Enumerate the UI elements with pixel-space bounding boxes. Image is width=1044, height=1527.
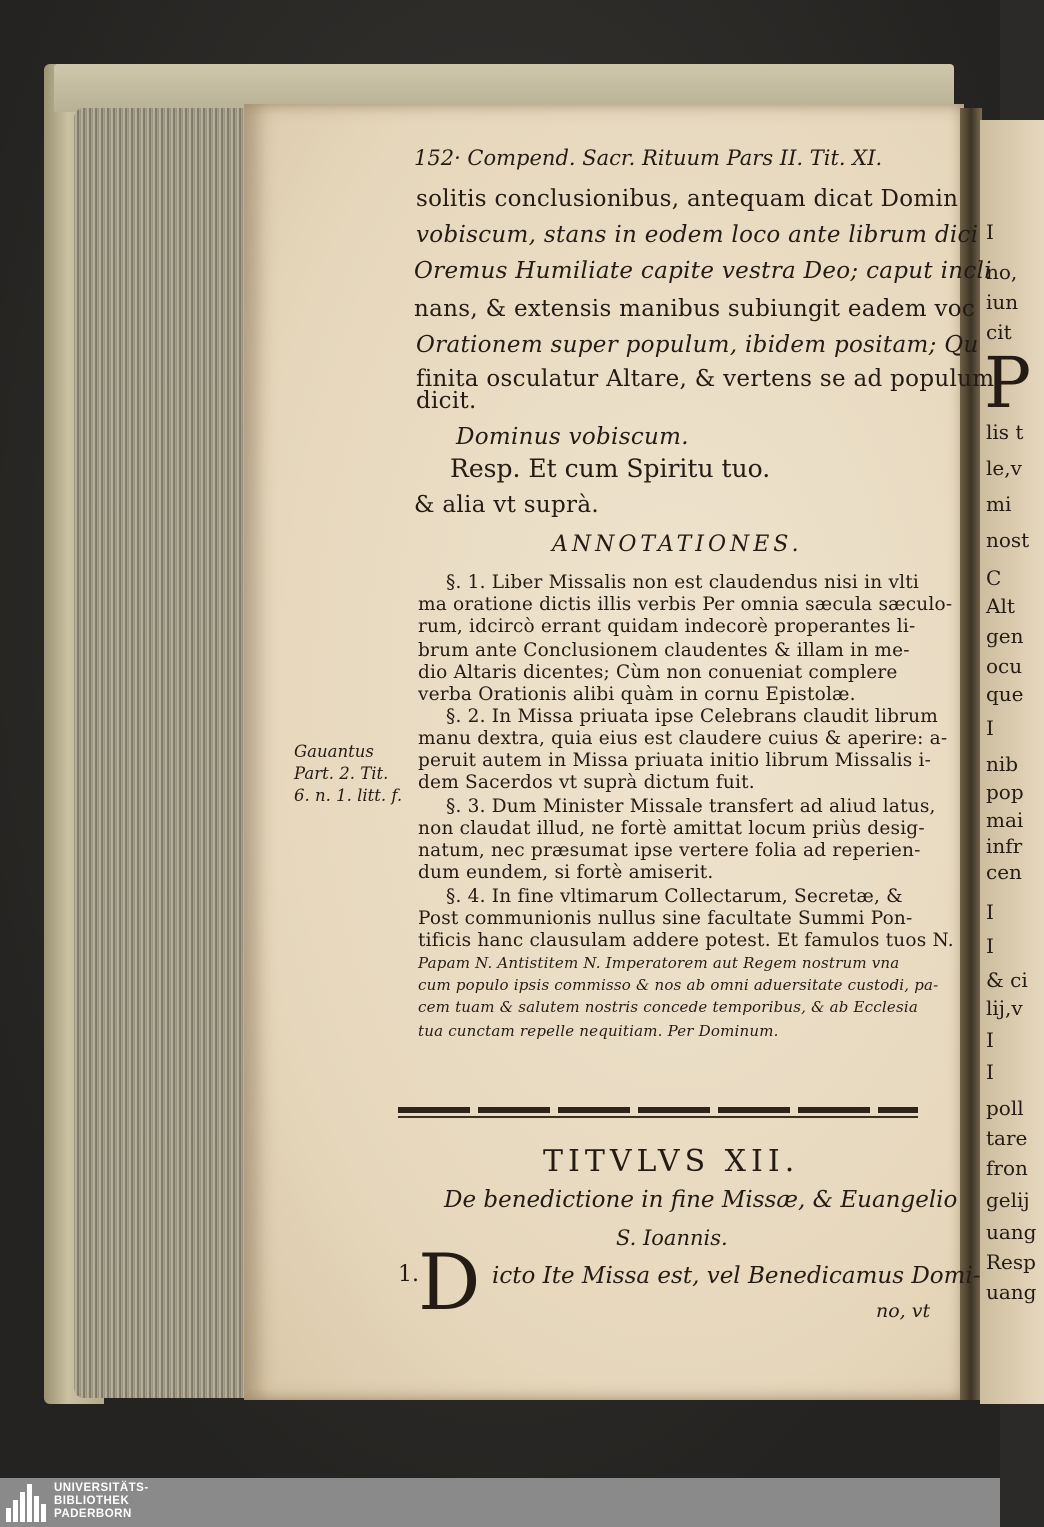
final-line: icto Ite Missa est, vel Benedicamus Domi- [492, 1263, 981, 1289]
annotation-line: §. 4. In fine vltimarum Collectarum, Secretæ, & [446, 886, 903, 907]
response: Resp. Et cum Spiritu tuo. [450, 454, 771, 483]
library-name-line: UNIVERSITÄTS- [54, 1482, 149, 1494]
annotation-line: §. 3. Dum Minister Missale transfert ad aliud latus, [446, 796, 936, 817]
body-line: finita osculatur Altare, & vertens se ad populum [416, 366, 995, 392]
body-line: solitis conclusionibus, antequam dicat Domin [416, 186, 959, 212]
right-page-text-fragment: gelij [986, 1188, 1030, 1212]
annotation-line: manu dextra, quia eius est claudere cuius & aperire: a- [418, 728, 948, 749]
annotation-line: brum ante Conclusionem claudentes & illam in me- [418, 640, 910, 661]
library-name-line: BIBLIOTHEK [54, 1495, 130, 1507]
right-page-text-fragment: tare [986, 1126, 1028, 1150]
right-page-text-fragment: I [986, 1060, 994, 1084]
right-page-text-fragment: & ci [986, 968, 1028, 992]
right-page-text-fragment: pop [986, 780, 1024, 804]
right-page-text-fragment: nib [986, 752, 1019, 776]
right-page-fragment [980, 120, 1044, 1404]
right-page-text-fragment: lij,v [986, 996, 1023, 1020]
right-page-text-fragment: mai [986, 808, 1024, 832]
right-page-text-fragment: nost [986, 528, 1030, 552]
margin-note-line: Part. 2. Tit. [294, 764, 389, 783]
ornamental-rule [398, 1107, 918, 1113]
annotation-line: dem Sacerdos vt suprà dictum fuit. [418, 772, 755, 793]
right-page-text-fragment: fron [986, 1156, 1028, 1180]
library-name [54, 1482, 149, 1521]
annotation-line: cem tuam & salutem nostris concede temporibus, & ab Ecclesia [418, 998, 918, 1016]
margin-note-line: 6. n. 1. litt. f. [294, 786, 403, 805]
running-header: 152· Compend. Sacr. Rituum Pars II. Tit. XI. [414, 146, 883, 170]
annotation-line: peruit autem in Missa priuata initio librum Missalis i- [418, 750, 932, 771]
library-name-line: PADERBORN [54, 1508, 132, 1520]
right-page-text-fragment: infr [986, 834, 1023, 858]
right-page-text-fragment: P [984, 342, 1032, 424]
right-page-text-fragment: poll [986, 1096, 1024, 1120]
library-logo-icon [6, 1484, 48, 1522]
right-page-text-fragment: Resp [986, 1250, 1036, 1274]
page-edges [74, 108, 254, 1398]
drop-capital: D [418, 1238, 481, 1328]
right-page-text-fragment: I [986, 934, 994, 958]
right-page-text-fragment: I [986, 1028, 994, 1052]
right-page-text-fragment: gen [986, 624, 1024, 648]
annotation-line: Papam N. Antistitem N. Imperatorem aut Regem nostrum vna [418, 954, 900, 972]
annotation-line: verba Orationis alibi quàm in cornu Epistolæ. [418, 684, 856, 705]
right-page-text-fragment: no, [986, 260, 1018, 284]
body-line: Oremus Humiliate capite vestra Deo; caput incli [414, 258, 992, 284]
body-line: vobiscum, stans in eodem loco ante librum dici [416, 222, 979, 248]
right-page-text-fragment: I [986, 900, 994, 924]
annotation-line: Post communionis nullus sine facultate Summi Pon- [418, 908, 913, 929]
versicle: Dominus vobiscum. [456, 424, 689, 450]
annotation-line: tificis hanc clausulam addere potest. Et famulos tuos N. [418, 930, 954, 951]
library-footer [0, 1478, 1000, 1527]
annotation-line: ma oratione dictis illis verbis Per omnia sæcula sæculo- [418, 594, 953, 615]
annotation-line: dum eundem, si fortè amiserit. [418, 862, 714, 883]
right-page-text-fragment: C [986, 566, 1002, 590]
right-page-text-fragment: cit [986, 320, 1012, 344]
annotation-line: §. 1. Liber Missalis non est claudendus nisi in vlti [446, 572, 919, 593]
body-line: Orationem super populum, ibidem positam; Qu [416, 332, 979, 358]
right-page-text-fragment: que [986, 682, 1024, 706]
right-page-text-fragment: uang [986, 1220, 1037, 1244]
final-line-2: no, vt [876, 1300, 931, 1322]
annotation-line: cum populo ipsis commisso & nos ab omni aduersitate custodi, pa- [418, 976, 939, 994]
annotations-title: ANNOTATIONES. [552, 532, 803, 557]
annotation-line: non claudat illud, ne fortè amittat locum priùs desig- [418, 818, 925, 839]
margin-note-line: Gauantus [294, 742, 374, 761]
annotation-line: rum, idcircò errant quidam indecorè properantes li- [418, 616, 916, 637]
annotation-line: tua cunctam repelle nequitiam. Per Dominum. [418, 1022, 779, 1040]
right-page-text-fragment: I [986, 220, 994, 244]
right-page-text-fragment: le,v [986, 456, 1022, 480]
right-page-text-fragment: cen [986, 860, 1022, 884]
right-page-text-fragment: Alt [986, 594, 1015, 618]
body-line: dicit. [416, 388, 477, 414]
right-page-text-fragment: I [986, 716, 994, 740]
right-page-text-fragment: ocu [986, 654, 1023, 678]
annotation-line: dio Altaris dicentes; Cùm non conueniat complere [418, 662, 898, 683]
paragraph-number: 1. [398, 1262, 419, 1287]
right-page-text-fragment: uang [986, 1280, 1037, 1304]
body-line: nans, & extensis manibus subiungit eadem voc [414, 296, 976, 322]
titulus-subtitle: De benedictione in fine Missæ, & Euangelio [444, 1187, 958, 1213]
right-page-text-fragment: mi [986, 492, 1012, 516]
titulus-subtitle-2: S. Ioannis. [616, 1226, 728, 1250]
right-page-text-fragment: iun [986, 290, 1019, 314]
annotation-line: §. 2. In Missa priuata ipse Celebrans claudit librum [446, 706, 939, 727]
rule-line [398, 1116, 918, 1118]
right-page-text-fragment: lis t [986, 420, 1024, 444]
titulus-heading: TITVLVS XII. [543, 1144, 800, 1179]
alia-line: & alia vt suprà. [414, 492, 599, 518]
annotation-line: natum, nec præsumat ipse vertere folia ad reperien- [418, 840, 921, 861]
